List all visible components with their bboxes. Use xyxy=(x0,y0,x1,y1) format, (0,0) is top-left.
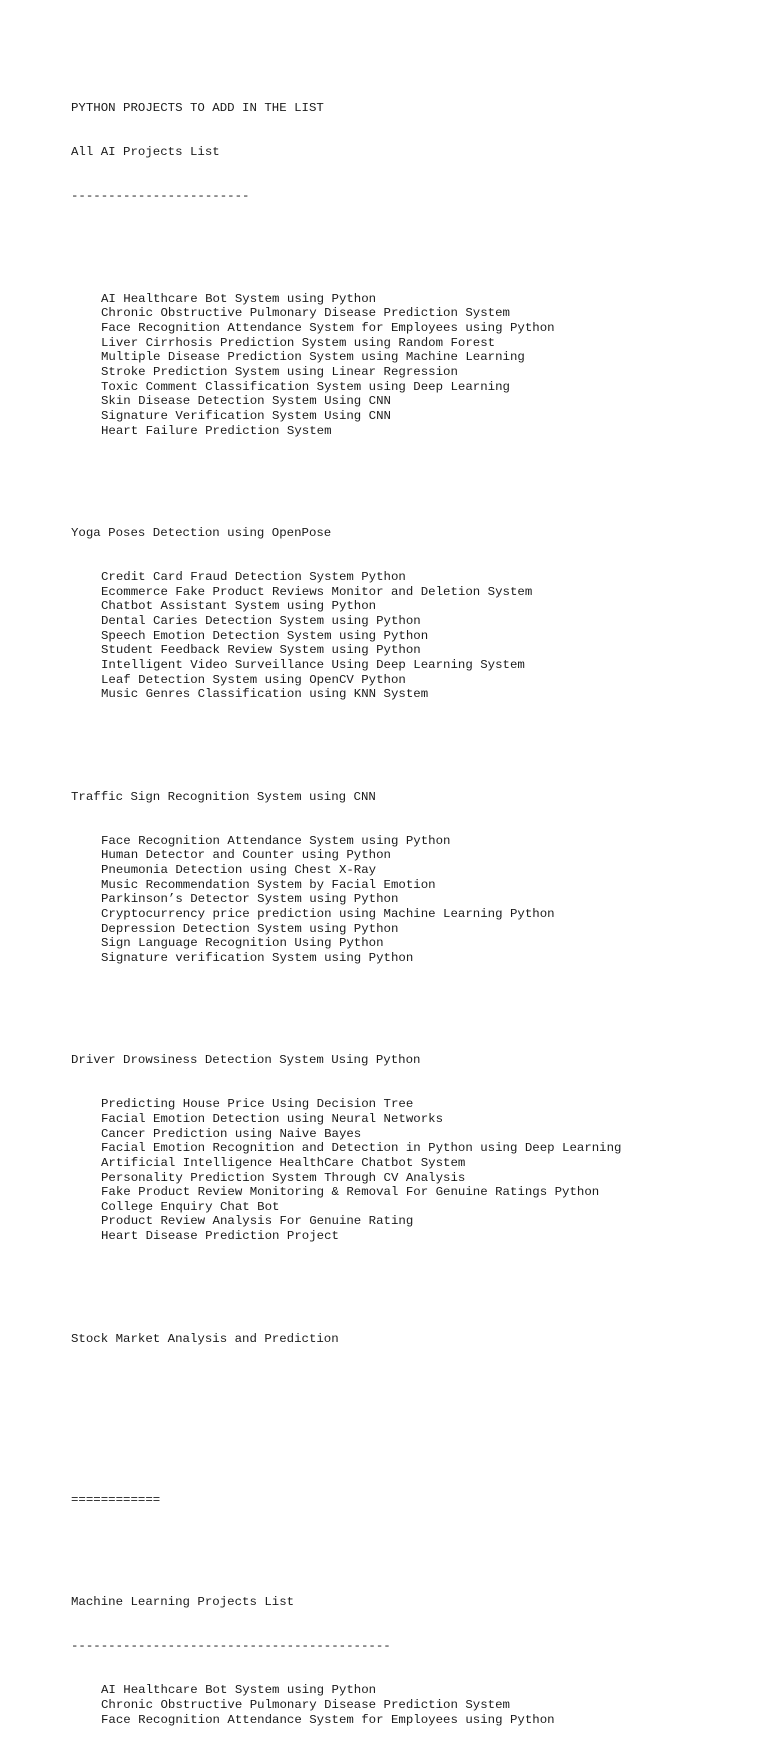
list-item: Predicting House Price Using Decision Tree xyxy=(101,1097,414,1112)
list-item: Multiple Disease Prediction System using Machine Learning xyxy=(101,350,525,365)
ai-group-1 xyxy=(71,292,751,438)
list-item: Pneumonia Detection using Chest X-Ray xyxy=(101,862,377,877)
spacer xyxy=(71,995,751,1010)
ml-section-underline: ------------------------------------------- xyxy=(71,1639,391,1654)
list-item: Chronic Obstructive Pulmonary Disease Prediction System xyxy=(101,1697,510,1712)
list-item: Signature Verification System Using CNN xyxy=(101,408,391,423)
ml-items xyxy=(71,1683,751,1727)
list-item: Speech Emotion Detection System using Python xyxy=(101,628,429,643)
document-page xyxy=(71,72,751,1742)
document-title: PYTHON PROJECTS TO ADD IN THE LIST xyxy=(71,101,324,116)
list-item: Cryptocurrency price prediction using Machine Learning Python xyxy=(101,906,555,921)
list-item: Product Review Analysis For Genuine Rating xyxy=(101,1214,414,1229)
list-item: Dental Caries Detection System using Python xyxy=(101,613,421,628)
list-item: Depression Detection System using Python xyxy=(101,921,399,936)
list-item: Music Recommendation System by Facial Emotion xyxy=(101,877,436,892)
list-item: Leaf Detection System using OpenCV Python xyxy=(101,672,406,687)
list-item: Face Recognition Attendance System using Python xyxy=(101,833,451,848)
list-item: Heart Failure Prediction System xyxy=(101,423,332,438)
list-item: Intelligent Video Surveillance Using Deep Learning System xyxy=(101,657,525,672)
list-item: Heart Disease Prediction Project xyxy=(101,1229,339,1244)
list-item: Credit Card Fraud Detection System Python xyxy=(101,570,406,585)
ai-section-underline: ------------------------ xyxy=(71,189,250,204)
list-item: Music Genres Classification using KNN System xyxy=(101,687,429,702)
list-item: College Enquiry Chat Bot xyxy=(101,1199,280,1214)
list-item: Cancer Prediction using Naive Bayes xyxy=(101,1126,362,1141)
spacer xyxy=(71,731,751,746)
list-item: Chatbot Assistant System using Python xyxy=(101,599,377,614)
ml-section-heading: Machine Learning Projects List xyxy=(71,1595,295,1610)
list-item: Human Detector and Counter using Python xyxy=(101,848,391,863)
list-item: Chronic Obstructive Pulmonary Disease Prediction System xyxy=(101,306,510,321)
list-item: Liver Cirrhosis Prediction System using Random Forest xyxy=(101,335,496,350)
list-item: Face Recognition Attendance System for Employees using Python xyxy=(101,321,555,336)
spacer xyxy=(71,1376,751,1405)
list-item: Face Recognition Attendance System for Employees using Python xyxy=(101,1712,555,1727)
list-item: Skin Disease Detection System Using CNN xyxy=(101,394,391,409)
section-separator: ============ xyxy=(71,1492,161,1507)
ai-group-3 xyxy=(71,834,751,966)
list-item: Sign Language Recognition Using Python xyxy=(101,936,384,951)
list-item: AI Healthcare Bot System using Python xyxy=(101,1683,377,1698)
list-item: Toxic Comment Classification System using Deep Learning xyxy=(101,379,510,394)
ai-group-4 xyxy=(71,1097,751,1243)
ai-section-heading: All AI Projects List xyxy=(71,145,220,160)
list-item: Facial Emotion Detection using Neural Networks xyxy=(101,1111,444,1126)
spacer xyxy=(71,468,751,483)
ai-group-2-head: Yoga Poses Detection using OpenPose xyxy=(71,526,332,541)
ai-group-3-head: Traffic Sign Recognition System using CNN xyxy=(71,789,376,804)
spacer xyxy=(71,1537,751,1552)
list-item: AI Healthcare Bot System using Python xyxy=(101,291,377,306)
spacer xyxy=(71,1434,751,1449)
spacer xyxy=(71,233,751,248)
spacer xyxy=(71,1273,751,1288)
list-item: Student Feedback Review System using Python xyxy=(101,643,421,658)
list-item: Personality Prediction System Through CV Analysis xyxy=(101,1170,466,1185)
list-item: Artificial Intelligence HealthCare Chatbot System xyxy=(101,1155,466,1170)
list-item: Signature verification System using Python xyxy=(101,950,414,965)
list-item: Parkinson’s Detector System using Python xyxy=(101,892,399,907)
list-item: Facial Emotion Recognition and Detection in Python using Deep Learning xyxy=(101,1141,622,1156)
ai-group-4-head: Driver Drowsiness Detection System Using Python xyxy=(71,1053,421,1068)
list-item: Ecommerce Fake Product Reviews Monitor and Deletion System xyxy=(101,584,533,599)
ai-group-2 xyxy=(71,570,751,702)
ai-group-5-head: Stock Market Analysis and Prediction xyxy=(71,1331,339,1346)
list-item: Stroke Prediction System using Linear Regression xyxy=(101,364,458,379)
list-item: Fake Product Review Monitoring & Removal For Genuine Ratings Python xyxy=(101,1185,600,1200)
